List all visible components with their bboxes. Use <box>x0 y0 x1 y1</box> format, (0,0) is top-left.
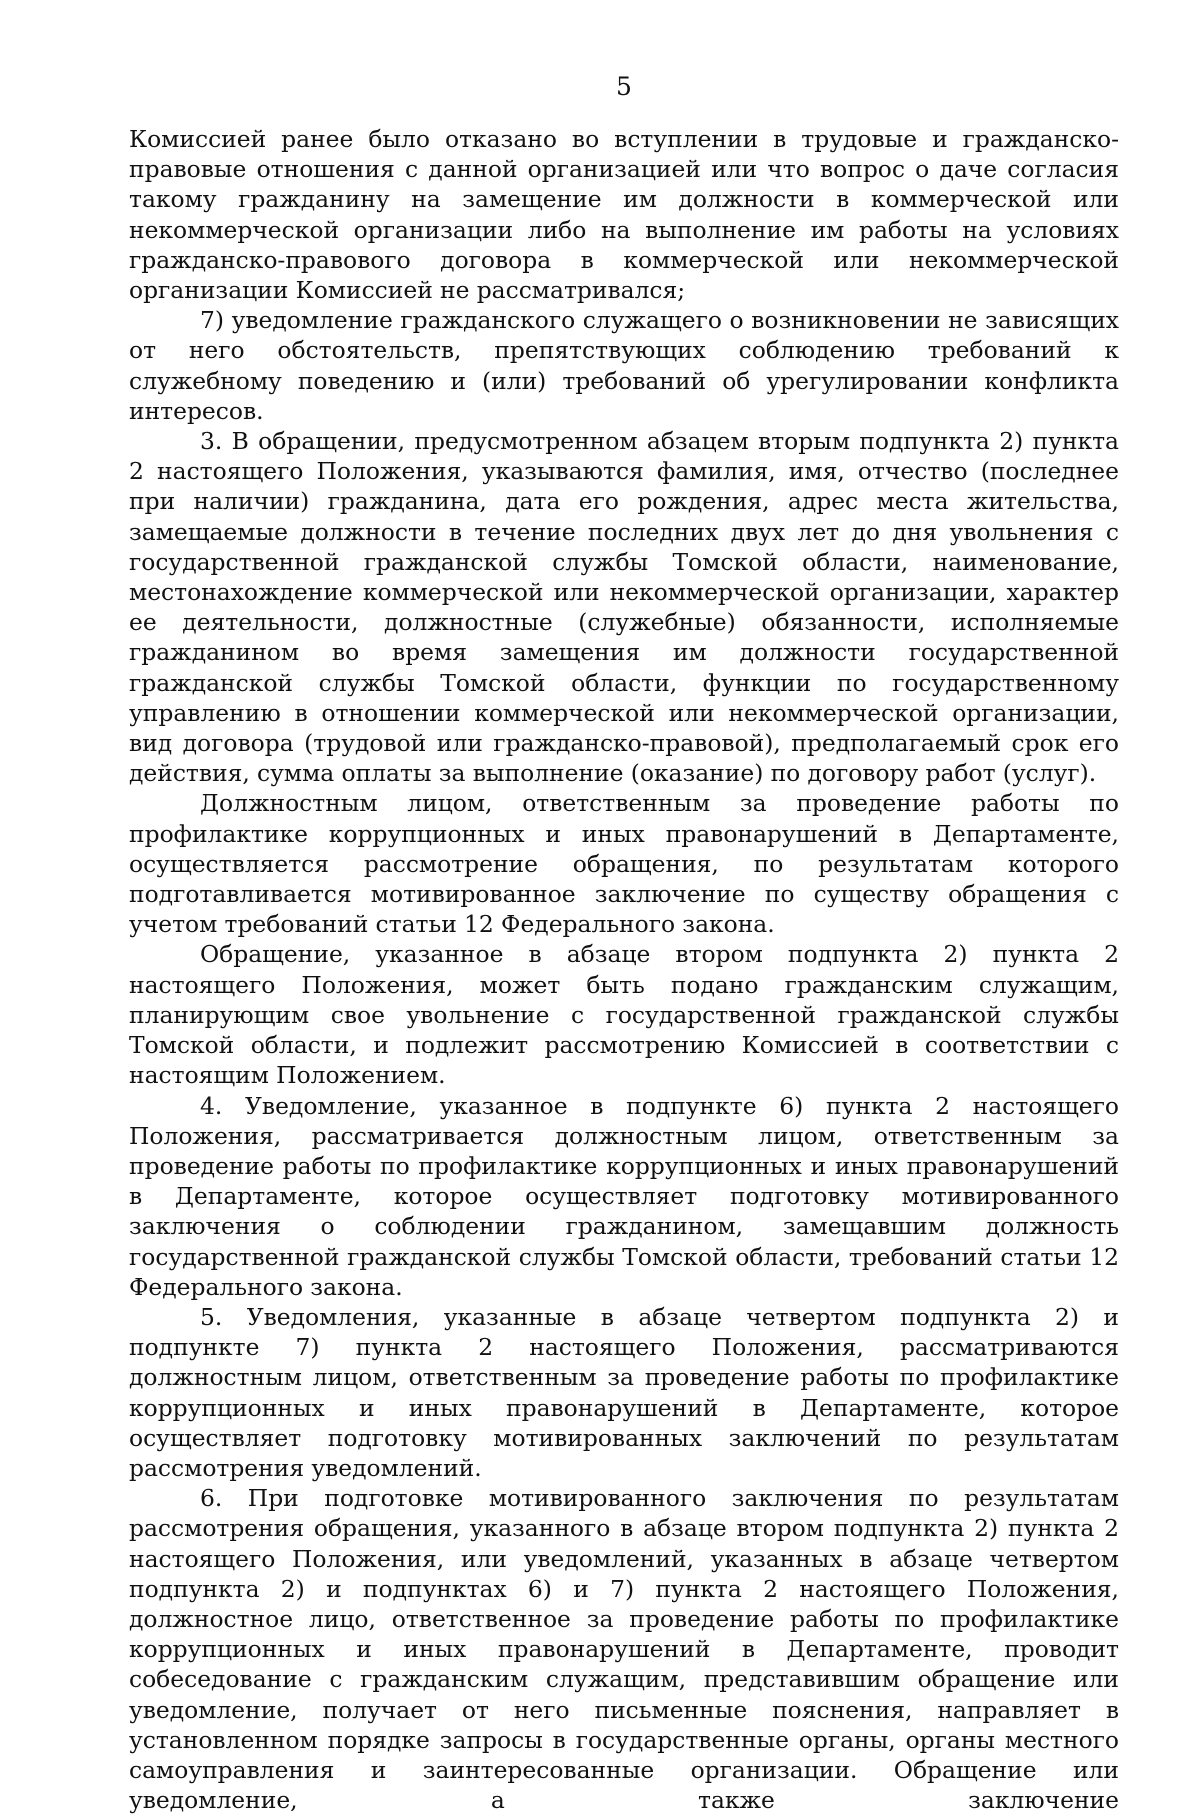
paragraph-continuation: Комиссией ранее было отказано во вступлении в трудовые и гражданско-правовые отношения с данной организацией или что вопрос о даче согласия такому гражданину на замещение им должности в коммерческой или некоммерческой организации либо на выполнение им работы на условиях гражданско-правового договора в коммерческой или некоммерческой организации Комиссией не рассматривался; <box>129 125 1119 305</box>
paragraph-item-4: 4. Уведомление, указанное в подпункте 6) пункта 2 настоящего Положения, рассматривается должностным лицом, ответственным за проведение работы по профилактике коррупционных и иных правонарушений в Департаменте, которое осуществляет подготовку мотивированного заключения о соблюдении гражданином, замещавшим должность государственной гражданской службы Томской области, требований статьи 12 Федерального закона. <box>129 1091 1119 1301</box>
paragraph-subitem-7: 7) уведомление гражданского служащего о возникновении не зависящих от него обстоятельств, препятствующих соблюдению требований к служебному поведению и (или) требований об урегулировании конфликта интересов. <box>129 306 1119 425</box>
paragraph-item-5: 5. Уведомления, указанные в абзаце четвертом подпункта 2) и подпункте 7) пункта 2 настоящего Положения, рассматриваются должностным лицом, ответственным за проведение работы по профилактике коррупционных и иных правонарушений в Департаменте, которое осуществляет подготовку мотивированных заключений по результатам рассмотрения уведомлений. <box>129 1302 1119 1482</box>
paragraph-item-6: 6. При подготовке мотивированного заключения по результатам рассмотрения обращения, указанного в абзаце втором подпункта 2) пункта 2 настоящего Положения, или уведомлений, указанных в абзаце четвертом подпункта 2) и подпунктах 6) и 7) пункта 2 настоящего Положения, должностное лицо, ответственное за проведение работы по профилактике коррупционных и иных правонарушений в Департаменте, проводит собеседование с гражданским служащим, представившим обращение или уведомление, получает от него письменные пояснения, направляет в установленном порядке запросы в государственные органы, органы местного самоуправления и заинтересованные организации. Обращение или уведомление, а также заключение <box>129 1484 1119 1815</box>
document-body <box>129 124 1119 1815</box>
paragraph-official-review: Должностным лицом, ответственным за проведение работы по профилактике коррупционных и иных правонарушений в Департаменте, осуществляется рассмотрение обращения, по результатам которого подготавливается мотивированное заключение по существу обращения с учетом требований статьи 12 Федерального закона. <box>129 789 1119 939</box>
paragraph-item-3: 3. В обращении, предусмотренном абзацем вторым подпункта 2) пункта 2 настоящего Положения, указываются фамилия, имя, отчество (последнее при наличии) гражданина, дата его рождения, адрес места жительства, замещаемые должности в течение последних двух лет до дня увольнения с государственной гражданской службы Томской области, наименование, местонахождение коммерческой или некоммерческой организации, характер ее деятельности, должностные (служебные) обязанности, исполняемые гражданином во время замещения им должности государственной гражданской службы Томской области, функции по государственному управлению в отношении коммерческой или некоммерческой организации, вид договора (трудовой или гражданско-правовой), предполагаемый срок его действия, сумма оплаты за выполнение (оказание) по договору работ (услуг). <box>129 427 1119 788</box>
page-number: 5 <box>616 72 632 101</box>
paragraph-appeal-submission: Обращение, указанное в абзаце втором подпункта 2) пункта 2 настоящего Положения, может быть подано гражданским служащим, планирующим свое увольнение с государственной гражданской службы Томской области, и подлежит рассмотрению Комиссией в соответствии с настоящим Положением. <box>129 940 1119 1090</box>
